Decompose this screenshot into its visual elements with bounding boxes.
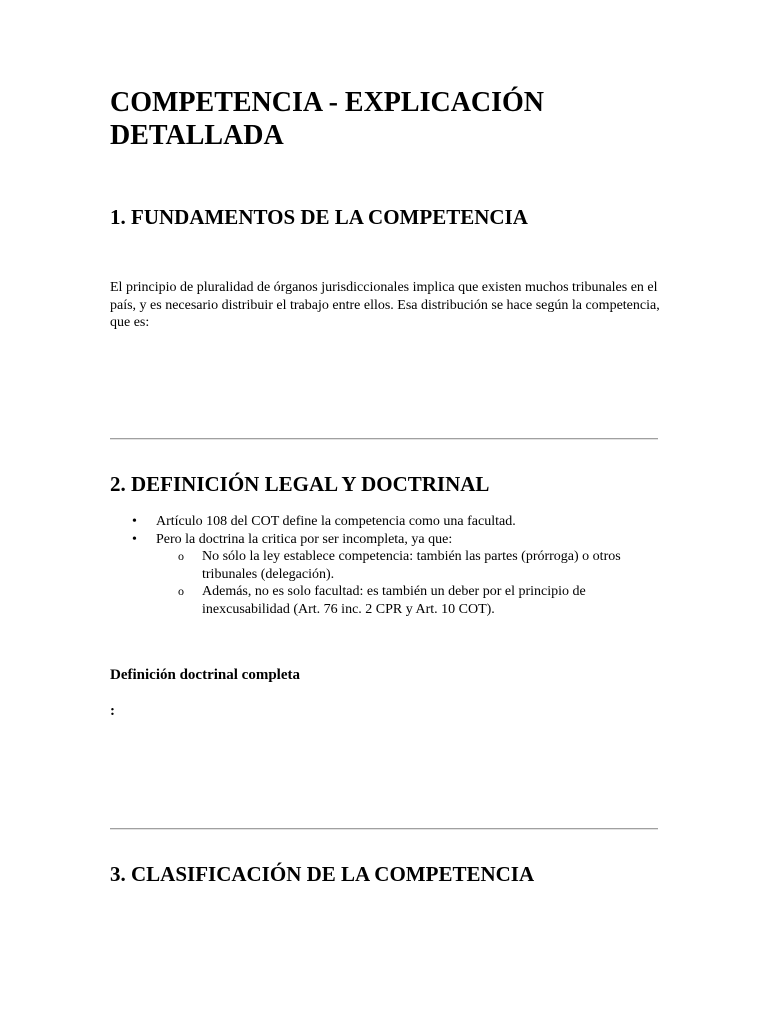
section-heading-definicion: 2. DEFINICIÓN LEGAL Y DOCTRINAL bbox=[110, 472, 490, 496]
list-item-text: No sólo la ley establece competencia: también las partes (prórroga) o otros tribunales (delegación). bbox=[202, 549, 621, 582]
sub-bullet-marker: o bbox=[178, 584, 184, 598]
section-heading-clasificacion: 3. CLASIFICACIÓN DE LA COMPETENCIA bbox=[110, 862, 535, 886]
list-item bbox=[110, 531, 670, 619]
bullet-list bbox=[110, 513, 670, 618]
list-item bbox=[156, 583, 642, 618]
list-item-text: Además, no es solo facultad: es también un deber por el principio de inexcusabilidad (Art. 76 inc. 2 CPR y Art. 10 COT). bbox=[202, 584, 586, 617]
sub-bullet-list bbox=[156, 548, 670, 618]
list-item bbox=[110, 513, 670, 531]
list-item bbox=[156, 548, 642, 583]
section-paragraph-fundamentos: El principio de pluralidad de órganos jurisdiccionales implica que existen muchos tribunales en el país, y es necesario distribuir el trabajo entre ellos. Esa distribución se hace según la competencia, que es: bbox=[110, 280, 660, 330]
document-title: COMPETENCIA - EXPLICACIÓN DETALLADA bbox=[110, 87, 545, 151]
section-divider bbox=[110, 828, 658, 830]
section-heading-fundamentos: 1. FUNDAMENTOS DE LA COMPETENCIA bbox=[110, 205, 528, 229]
doctrinal-definition-label: Definición doctrinal completa bbox=[110, 667, 300, 683]
sub-bullet-marker: o bbox=[178, 549, 184, 563]
section-divider bbox=[110, 438, 658, 440]
doctrinal-definition-colon: : bbox=[110, 703, 115, 719]
bullet-marker: • bbox=[132, 514, 137, 529]
list-item-text: Artículo 108 del COT define la competencia como una facultad. bbox=[156, 514, 516, 529]
bullet-marker: • bbox=[132, 531, 137, 547]
list-item-text: Pero la doctrina la critica por ser incompleta, ya que: bbox=[156, 531, 453, 547]
